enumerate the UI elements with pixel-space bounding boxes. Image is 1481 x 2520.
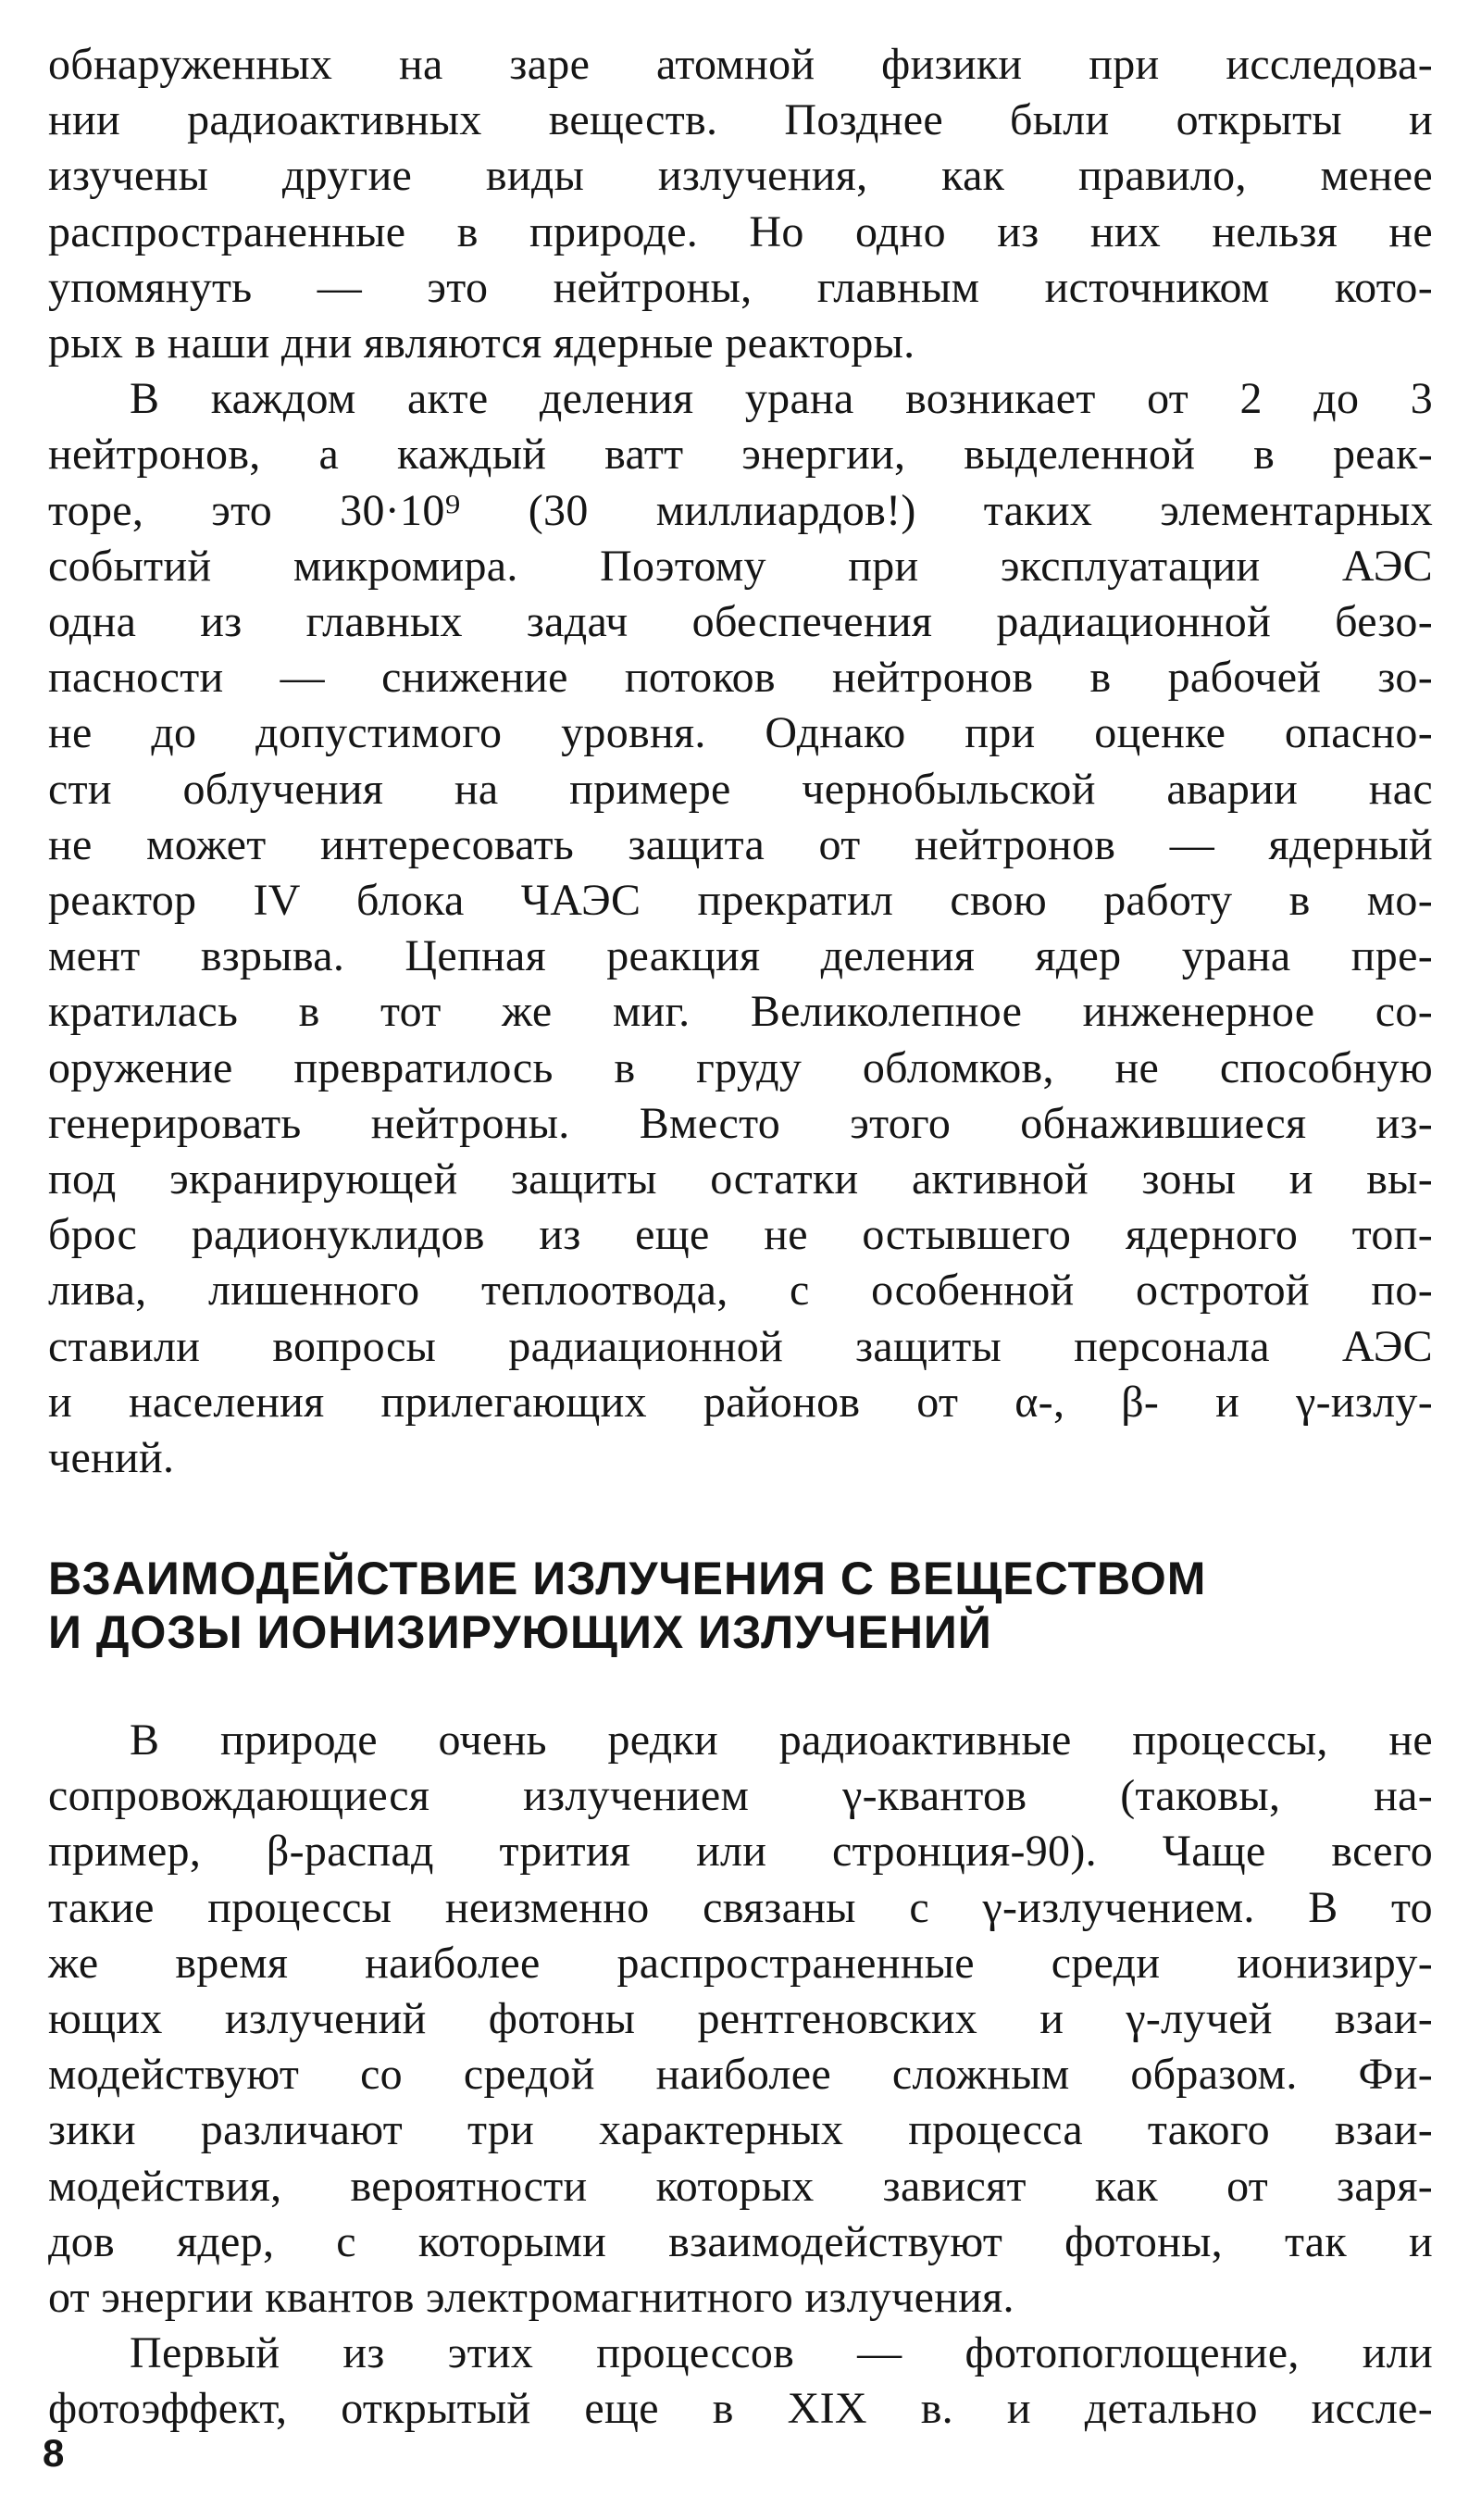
page-number: 8 [43, 2431, 65, 2475]
text-line: нейтронов, а каждый ватт энергии, выделенной в реак- [48, 430, 1433, 480]
text-line: рых в наши дни являются ядерные реакторы. [48, 318, 915, 368]
text-line: дов ядер, с которыми взаимодействуют фотоны, так и [48, 2216, 1433, 2266]
text-line: упомянуть — это нейтроны, главным источником кото- [48, 262, 1433, 312]
text-line: от энергии квантов электромагнитного излучения. [48, 2273, 1014, 2323]
text-line: ставили вопросы радиационной защиты персонала АЭС [48, 1321, 1433, 1371]
text-line: событий микромира. Поэтому при эксплуатации АЭС [48, 541, 1433, 591]
body-text-top [48, 37, 1433, 1486]
paragraph-3 [48, 1713, 1433, 2326]
text-line: ющих излучений фотоны рентгеновских и γ-лучей взаи- [48, 1994, 1433, 2044]
heading-line: ВЗАИМОДЕЙСТВИЕ ИЗЛУЧЕНИЯ С ВЕЩЕСТВОМ [48, 1553, 1207, 1604]
text-line: пример, β-распад трития или стронция-90). Чаще всего [48, 1827, 1433, 1877]
text-line: изучены другие виды излучения, как правило, менее [48, 151, 1433, 201]
text-line: реактор IV блока ЧАЭС прекратил свою работу в мо- [48, 876, 1433, 926]
text-line: такие процессы неизменно связаны с γ-излучением. В то [48, 1882, 1433, 1932]
paragraph-4 [48, 2326, 1433, 2437]
body-text-bottom [48, 1713, 1433, 2438]
text-line: В природе очень редки радиоактивные процессы, не [130, 1715, 1433, 1765]
text-line: под экранирующей защиты остатки активной зоны и вы- [48, 1154, 1433, 1204]
text-line: лива, лишенного теплоотвода, с особенной остротой по- [48, 1266, 1433, 1316]
text-line: чений. [48, 1433, 175, 1483]
text-line: оружение превратилось в груду обломков, не способную [48, 1042, 1433, 1092]
text-line: генерировать нейтроны. Вместо этого обнажившиеся из- [48, 1098, 1433, 1148]
text-line: мент взрыва. Цепная реакция деления ядер урана пре- [48, 931, 1433, 981]
text-line: В каждом акте деления урана возникает от 2 до 3 [130, 374, 1433, 424]
paragraph-2 [48, 371, 1433, 1486]
text-line: модействия, вероятности которых зависят как от заря- [48, 2161, 1433, 2211]
text-line: одна из главных задач обеспечения радиационной безо- [48, 597, 1433, 647]
text-line: модействуют со средой наиболее сложным образом. Фи- [48, 2050, 1433, 2100]
text-line: кратилась в тот же миг. Великолепное инженерное со- [48, 987, 1433, 1037]
text-line: торе, это 30·10⁹ (30 миллиардов!) таких элементарных [48, 485, 1433, 535]
text-line: фотоэффект, открытый еще в XIX в. и детально иссле- [48, 2384, 1433, 2434]
text-line: и населения прилегающих районов от α-, β- и γ-излу- [48, 1377, 1433, 1427]
text-line: пасности — снижение потоков нейтронов в рабочей зо- [48, 653, 1433, 703]
text-line: нии радиоактивных веществ. Позднее были открыты и [48, 95, 1433, 145]
text-line: не может интересовать защита от нейтронов — ядерный [48, 819, 1433, 869]
text-line: брос радионуклидов из еще не остывшего ядерного топ- [48, 1210, 1433, 1260]
text-line: Первый из этих процессов — фотопоглощение, или [130, 2328, 1433, 2378]
text-line: обнаруженных на заре атомной физики при исследова- [48, 40, 1433, 89]
heading-line: И ДОЗЫ ИОНИЗИРУЮЩИХ ИЗЛУЧЕНИЙ [48, 1606, 992, 1658]
paragraph-1 [48, 37, 1433, 371]
text-line: сти облучения на примере чернобыльской аварии нас [48, 764, 1433, 814]
text-line: распространенные в природе. Но одно из них нельзя не [48, 206, 1433, 256]
text-line: же время наиболее распространенные среди ионизиру- [48, 1938, 1433, 1988]
section-heading [48, 1552, 1433, 1659]
text-line: не до допустимого уровня. Однако при оценке опасно- [48, 708, 1433, 758]
text-line: сопровождающиеся излучением γ-квантов (таковы, на- [48, 1771, 1433, 1821]
text-line: зики различают три характерных процесса такого взаи- [48, 2105, 1433, 2155]
